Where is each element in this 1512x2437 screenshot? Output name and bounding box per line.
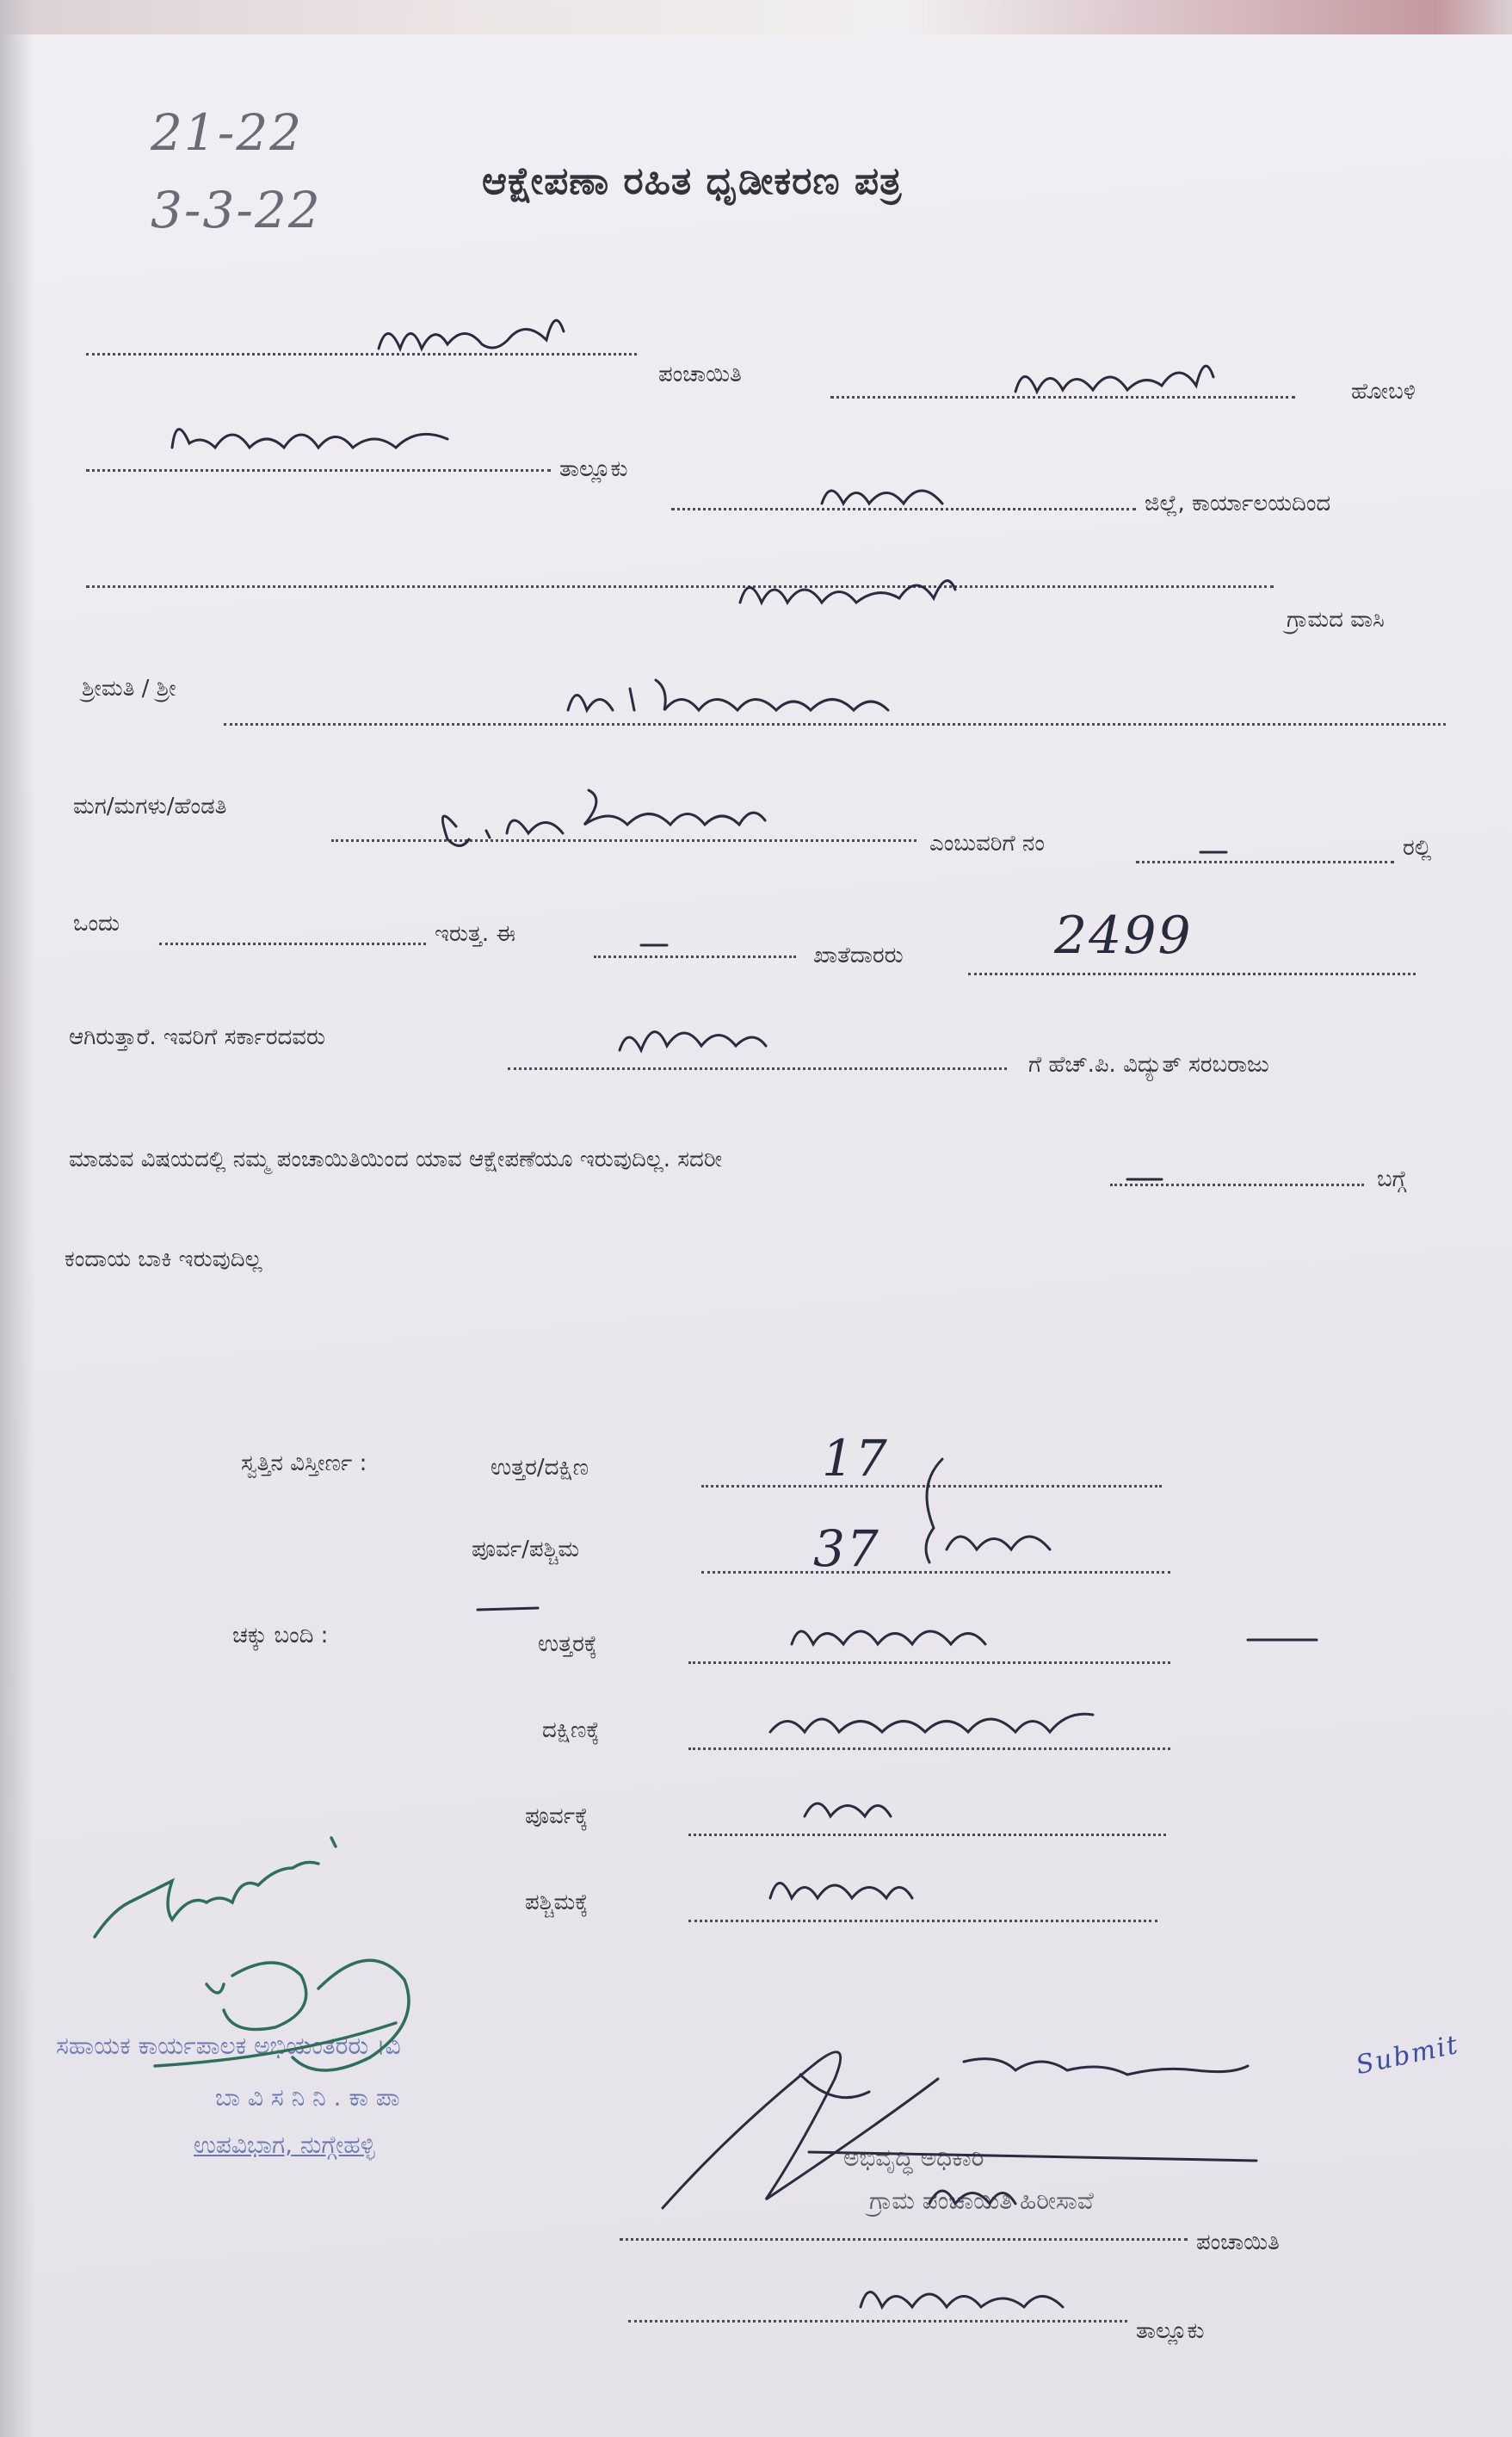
stamp-left-line1: ಸಹಾಯಕ ಕಾರ್ಯಪಾಲಕ ಅಭಿಯಂತರರು ।ವಿ xyxy=(56,2032,401,2060)
tax-statement: ಕಂದಾಯ ಬಾಕಿ ಇರುವುದಿಲ್ಲ xyxy=(65,1246,262,1272)
taluk-label: ತಾಲ್ಲೂಕು xyxy=(559,456,628,482)
name-label: ಶ್ರೀಮತಿ / ಶ್ರೀ xyxy=(82,676,176,702)
document-title: ಆಕ್ಷೇಪಣಾ ರಹಿತ ಧೃಡೀಕರಣ ಪತ್ರ xyxy=(482,159,903,203)
handwritten-date-1: 21-22 xyxy=(151,103,304,162)
district-label: ಜಿಲ್ಲೆ, ಕಾರ್ಯಾಲಯದಿಂದ xyxy=(1145,491,1331,516)
north-south-label: ಉತ್ತರ/ದಕ್ಷಿಣ xyxy=(491,1455,589,1481)
one-label: ಒಂದು xyxy=(73,911,120,937)
north-label: ಉತ್ತರಕ್ಕೆ xyxy=(538,1631,598,1657)
boundaries-label: ಚಕ್ಕು ಬಂದಿ : xyxy=(232,1623,329,1648)
sentence-mid: ಮಾಡುವ ವಿಷಯದಲ್ಲಿ ನಮ್ಮ ಪಂಚಾಯಿತಿಯಿಂದ ಯಾವ ಆಕ್ಷೇಪಣೆಯೂ ಇರುವುದಿಲ್ಲ. ಸದರೀ xyxy=(69,1147,723,1172)
east-label: ಪೂರ್ವಕ್ಕೆ xyxy=(525,1803,589,1829)
handwritten-date-2: 3-3-22 xyxy=(151,181,322,239)
stamp-left-line2: ಬಾ ವಿ ಸ ನಿ ನಿ . ಕಾ ಪಾ xyxy=(215,2083,400,2112)
west-label: ಪಶ್ಚಿಮಕ್ಕೆ xyxy=(525,1890,589,1915)
handwritten-east-west: 37 xyxy=(813,1519,880,1578)
handwritten-khata-number: 2499 xyxy=(1054,906,1193,966)
stamp-right-line1: ಅಭಿವೃದ್ಧಿ ಅಧಿಕಾರಿ xyxy=(843,2143,984,2172)
supply-label: ಗೆ ಹೆಚ್.ಪಿ. ವಿದ್ಯುತ್ ಸರಬರಾಜು xyxy=(1028,1052,1269,1078)
margin-note: Submit xyxy=(1353,2029,1462,2081)
hobli-label: ಹೋಬಳಿ xyxy=(1351,379,1416,405)
panchayati-label: ಪಂಚಾಯಿತಿ xyxy=(658,362,742,387)
exists-label: ಇರುತ್ತ. ಈ xyxy=(435,921,516,947)
extent-label: ಸ್ವತ್ತಿನ ವಿಸ್ತೀರ್ಣ : xyxy=(241,1450,367,1476)
khata-label: ಖಾತೆದಾರರು xyxy=(813,943,904,968)
south-label: ದಕ್ಷಿಣಕ್ಕೆ xyxy=(542,1717,600,1743)
east-west-label: ಪೂರ್ವ/ಪಶ್ಚಿಮ xyxy=(472,1537,580,1562)
door-suffix: ರಲ್ಲಿ xyxy=(1403,835,1432,861)
stamp-right-line2: ಗ್ರಾಮ ಪಂಚಾಯಿತಿ ಹಿರೀಸಾವೆ xyxy=(869,2186,1094,2215)
village-label: ಗ್ರಾಮದ ವಾಸಿ xyxy=(1287,607,1385,633)
stamp-left-line3: ಉಪವಿಭಾಗ, ನುಗ್ಗೇಹಳ್ಳಿ xyxy=(194,2131,375,2159)
stamp-right-taluk: ತಾಲ್ಲೂಕು xyxy=(1136,2318,1205,2344)
door-label: ಎಂಬುವರಿಗೆ ನಂ xyxy=(929,831,1045,857)
handwritten-north-south: 17 xyxy=(822,1429,889,1488)
relation-label: ಮಗ/ಮಗಳು/ಹೆಂಡತಿ xyxy=(73,794,227,820)
stamp-right-panchayati: ಪಂಚಾಯಿತಿ xyxy=(1196,2230,1280,2255)
owner-label: ಆಗಿರುತ್ತಾರೆ. ಇವರಿಗೆ ಸರ್ಕಾರದವರು xyxy=(69,1024,326,1050)
about-label: ಬಗ್ಗೆ xyxy=(1377,1166,1407,1192)
